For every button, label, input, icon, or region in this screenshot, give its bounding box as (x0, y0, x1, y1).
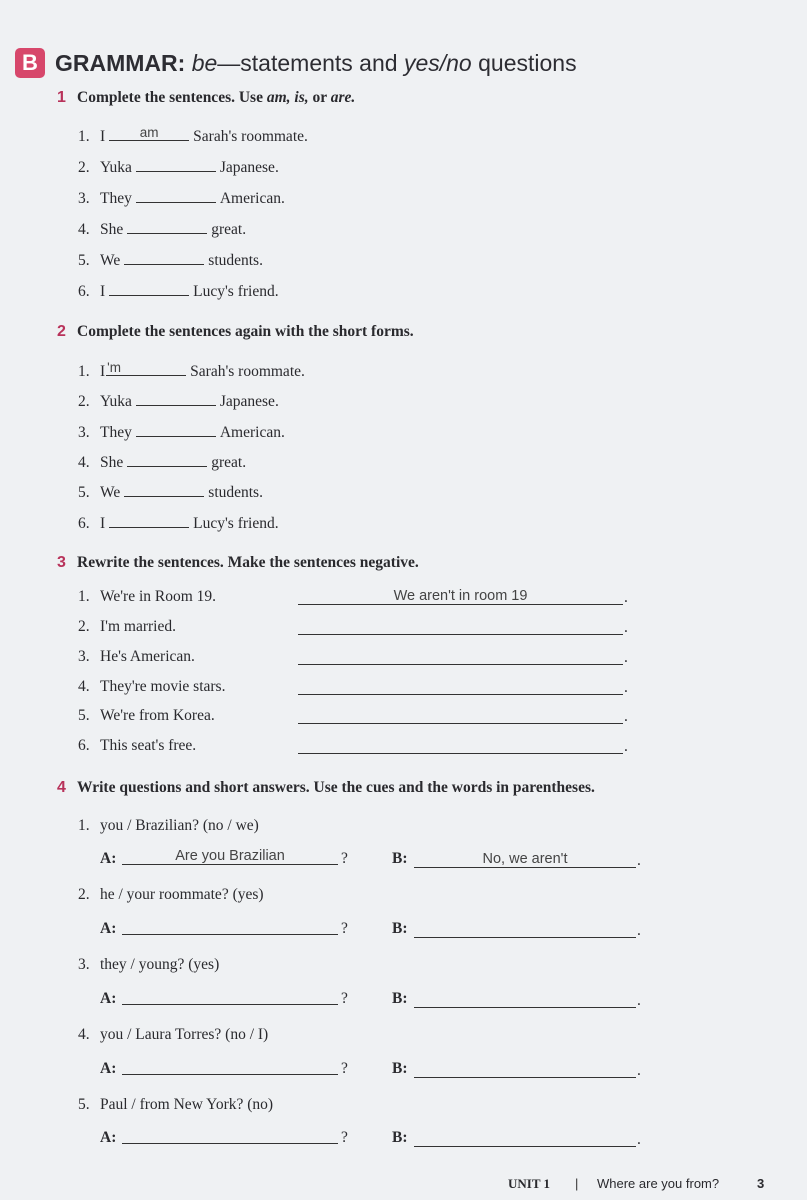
item-subject: I (100, 363, 106, 380)
label-a: A: (100, 1129, 117, 1146)
item-number: 3. (78, 956, 90, 973)
ex2-item (78, 449, 246, 472)
item-number: 1. (78, 128, 90, 145)
answer-blank[interactable] (106, 358, 186, 376)
period: . (624, 589, 628, 606)
item-rest: Japanese. (219, 159, 279, 176)
item-number: 3. (78, 190, 90, 207)
page-number: 3 (757, 1176, 765, 1191)
item-rest: students. (208, 252, 263, 269)
question-line[interactable] (122, 847, 338, 865)
ex2-item (78, 479, 263, 502)
ex1-item (78, 185, 285, 208)
label-b: B: (392, 1129, 408, 1146)
exercise-instruction: Complete the sentences. Use (77, 89, 267, 106)
item-number: 3. (78, 648, 90, 665)
ex1-item (78, 123, 308, 146)
ex4-cue (78, 817, 259, 835)
ex2-item (78, 388, 279, 411)
item-cue: you / Brazilian? (no / we) (100, 817, 259, 834)
item-sentence: They're movie stars. (100, 678, 226, 695)
period: . (624, 649, 628, 666)
item-number: 5. (78, 1096, 90, 1113)
footer-unit: UNIT 1 (508, 1176, 551, 1191)
answer-line[interactable] (414, 1129, 636, 1147)
item-subject: She (100, 454, 124, 471)
answer-line[interactable] (414, 920, 636, 938)
section-badge: B (15, 48, 45, 78)
question-line[interactable] (122, 987, 338, 1005)
item-rest: Japanese. (219, 393, 279, 410)
section-title-yesno: yes/no (403, 49, 472, 76)
ex3-item (78, 618, 176, 636)
item-number: 2. (78, 159, 90, 176)
word-or: or (308, 89, 331, 106)
item-rest: Sarah's roommate. (193, 128, 308, 145)
item-number: 5. (78, 707, 90, 724)
item-sentence: I'm married. (100, 618, 176, 635)
item-rest: students. (208, 484, 263, 501)
exercise-instruction: Rewrite the sentences. Make the sentences negative. (77, 554, 419, 571)
question-mark: ? (341, 1060, 348, 1077)
item-number: 4. (78, 1026, 90, 1043)
ex2-item (78, 510, 279, 533)
period: . (637, 1062, 641, 1079)
item-number: 5. (78, 484, 90, 501)
answer-blank[interactable] (127, 216, 207, 234)
section-title-end: questions (471, 49, 577, 76)
item-rest: great. (211, 221, 247, 238)
answer-blank[interactable] (127, 449, 207, 467)
exercise-number: 2 (57, 323, 66, 340)
item-rest: Lucy's friend. (193, 283, 279, 300)
section-title-strong: GRAMMAR: (55, 49, 186, 76)
item-number: 6. (78, 283, 90, 300)
exercise-4-heading (57, 779, 595, 797)
item-rest: Sarah's roommate. (190, 363, 305, 380)
item-cue: he / your roommate? (yes) (100, 886, 264, 903)
item-rest: American. (219, 190, 285, 207)
item-subject: We (100, 252, 121, 269)
label-b: B: (392, 920, 408, 937)
footer-separator: | (575, 1176, 579, 1191)
item-number: 2. (78, 393, 90, 410)
section-header (15, 48, 577, 78)
label-b: B: (392, 850, 408, 867)
handwritten-answer: We aren't in room 19 (393, 587, 528, 604)
ex1-item (78, 154, 279, 177)
item-rest: great. (211, 454, 247, 471)
period: . (624, 679, 628, 696)
item-number: 1. (78, 817, 90, 834)
exercise-2-heading (57, 323, 414, 341)
answer-line[interactable] (298, 617, 623, 635)
question-mark: ? (341, 990, 348, 1007)
period: . (637, 992, 641, 1009)
answer-line[interactable] (414, 850, 636, 868)
item-number: 4. (78, 678, 90, 695)
exercise-3-heading (57, 554, 419, 572)
exercise-instruction: Write questions and short answers. Use the cues and the words in parentheses. (77, 779, 595, 796)
item-subject: I (100, 128, 106, 145)
answer-blank[interactable] (136, 154, 216, 172)
answer-blank[interactable] (124, 479, 204, 497)
answer-line[interactable] (298, 647, 623, 665)
ex4-cue (78, 886, 264, 904)
item-cue: Paul / from New York? (no) (100, 1096, 274, 1113)
ex4-cue (78, 956, 219, 974)
ex2-item (78, 358, 305, 381)
item-number: 2. (78, 886, 90, 903)
question-line[interactable] (122, 1057, 338, 1075)
item-rest: American. (219, 424, 285, 441)
question-mark: ? (341, 920, 348, 937)
item-number: 4. (78, 221, 90, 238)
label-b: B: (392, 1060, 408, 1077)
ex1-item (78, 278, 279, 301)
answer-blank[interactable] (136, 185, 216, 203)
ex3-item (78, 707, 215, 725)
ex3-item (78, 678, 225, 696)
question-mark: ? (341, 1129, 348, 1146)
exercise-1-heading (57, 89, 355, 107)
section-title (55, 50, 577, 77)
item-sentence: He's American. (100, 648, 195, 665)
item-subject: They (100, 190, 132, 207)
section-title-mid: —statements and (217, 49, 404, 76)
item-number: 5. (78, 252, 90, 269)
ex3-item (78, 588, 216, 606)
answer-blank[interactable] (136, 388, 216, 406)
answer-line[interactable] (298, 587, 623, 605)
ex2-item (78, 419, 285, 442)
handwritten-answer: No, we aren't (482, 850, 568, 867)
word-is: is, (294, 89, 309, 106)
item-number: 6. (78, 737, 90, 754)
item-number: 1. (78, 363, 90, 380)
exercise-number: 3 (57, 554, 66, 571)
item-cue: you / Laura Torres? (no / I) (100, 1026, 269, 1043)
item-cue: they / young? (yes) (100, 956, 220, 973)
period: . (637, 852, 641, 869)
answer-line[interactable] (298, 706, 623, 724)
ex3-item (78, 737, 196, 755)
label-b: B: (392, 990, 408, 1007)
section-title-be: be (191, 49, 218, 76)
answer-line[interactable] (298, 736, 623, 754)
answer-line[interactable] (414, 1060, 636, 1078)
label-a: A: (100, 850, 117, 867)
period: . (624, 619, 628, 636)
answer-line[interactable] (414, 990, 636, 1008)
item-rest: Lucy's friend. (193, 515, 279, 532)
answer-blank[interactable] (109, 510, 189, 528)
ex4-cue (78, 1026, 268, 1044)
answer-blank[interactable] (109, 278, 189, 296)
item-subject: Yuka (100, 159, 132, 176)
period: . (637, 1131, 641, 1148)
item-number: 1. (78, 588, 90, 605)
item-sentence: This seat's free. (100, 737, 197, 754)
item-number: 3. (78, 424, 90, 441)
ex1-item (78, 247, 263, 270)
word-am: am, (266, 89, 291, 106)
item-subject: They (100, 424, 132, 441)
question-line[interactable] (122, 917, 338, 935)
item-number: 2. (78, 618, 90, 635)
item-subject: She (100, 221, 124, 238)
ex3-item (78, 648, 195, 666)
item-subject: I (100, 283, 106, 300)
item-number: 4. (78, 454, 90, 471)
item-sentence: We're from Korea. (100, 707, 215, 724)
answer-blank[interactable] (136, 419, 216, 437)
exercise-instruction: Complete the sentences again with the short forms. (77, 323, 414, 340)
period: . (637, 922, 641, 939)
word-are: are. (330, 89, 356, 106)
answer-line[interactable] (298, 677, 623, 695)
label-a: A: (100, 920, 117, 937)
handwritten-answer: 'm (107, 359, 121, 375)
exercise-number: 1 (57, 89, 66, 106)
period: . (624, 738, 628, 755)
item-subject: Yuka (100, 393, 132, 410)
handwritten-question: Are you Brazilian (175, 847, 285, 864)
answer-blank[interactable] (124, 247, 204, 265)
item-sentence: We're in Room 19. (100, 588, 217, 605)
exercise-number: 4 (57, 779, 66, 796)
footer-topic: Where are you from? (597, 1176, 720, 1191)
item-subject: I (100, 515, 106, 532)
handwritten-answer: am (139, 124, 159, 140)
ex1-item (78, 216, 246, 239)
question-line[interactable] (122, 1126, 338, 1144)
question-mark: ? (341, 850, 348, 867)
ex4-cue (78, 1096, 273, 1114)
answer-blank[interactable] (109, 123, 189, 141)
label-a: A: (100, 990, 117, 1007)
item-number: 6. (78, 515, 90, 532)
period: . (624, 708, 628, 725)
item-subject: We (100, 484, 121, 501)
label-a: A: (100, 1060, 117, 1077)
